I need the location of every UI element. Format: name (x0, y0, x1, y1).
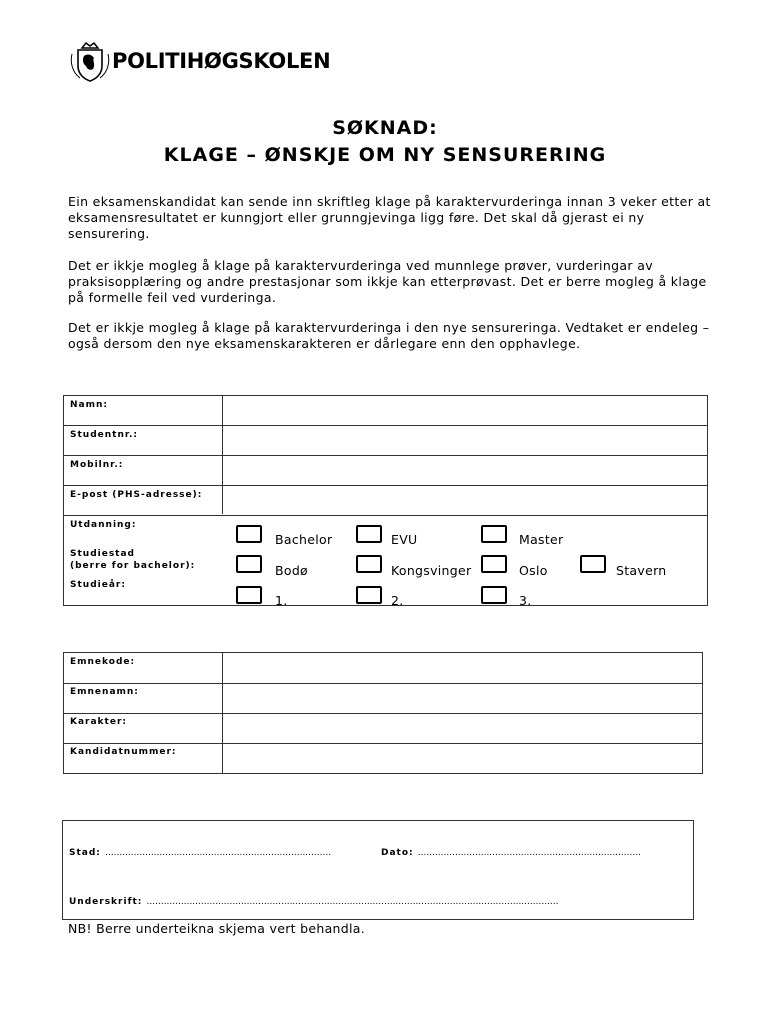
underskrift-field[interactable]: ................................................................................................................................................ (146, 897, 559, 907)
checkbox-stavern[interactable] (580, 555, 606, 573)
emnenamn-field[interactable] (223, 684, 702, 713)
dato-row (381, 848, 641, 858)
underskrift-row (69, 897, 559, 907)
underskrift-label: Underskrift: (69, 897, 143, 907)
stad-label: Stad: (69, 848, 101, 858)
checkbox-bodo[interactable] (236, 555, 262, 573)
studiestad-label-line1: Studiestad (70, 549, 135, 559)
karakter-label: Karakter: (70, 717, 127, 727)
signature-note: NB! Berre underteikna skjema vert behandla. (68, 921, 365, 936)
checkbox-bachelor[interactable] (236, 525, 262, 543)
personal-info-table (63, 395, 708, 606)
epost-label: E-post (PHS-adresse): (70, 490, 203, 500)
option-year-3: 3. (519, 593, 532, 608)
checkbox-year-2[interactable] (356, 586, 382, 604)
checkbox-oslo[interactable] (481, 555, 507, 573)
option-stavern: Stavern (616, 563, 667, 578)
intro-paragraph-1: Ein eksamenskandidat kan sende inn skriftleg klage på karaktervurderinga innan 3 veker etter at eksamensresultatet er kunngjort eller grunngjevinga ligg føre. Det skal då gjerast ei ny sensurering. (68, 194, 711, 241)
option-evu: EVU (391, 532, 418, 547)
kandidatnummer-field[interactable] (223, 744, 702, 773)
option-master: Master (519, 532, 564, 547)
option-kongsvinger: Kongsvinger (391, 563, 472, 578)
checkbox-year-3[interactable] (481, 586, 507, 604)
mobilnr-label: Mobilnr.: (70, 460, 124, 470)
option-bachelor: Bachelor (275, 532, 333, 547)
studiestad-label-line2: (berre for bachelor): (70, 561, 196, 571)
option-year-2: 2. (391, 593, 404, 608)
brand-name: POLITIHØGSKOLEN (112, 49, 331, 73)
emnekode-field[interactable] (223, 653, 702, 683)
studiear-label: Studieår: (70, 580, 126, 590)
epost-field[interactable] (223, 486, 708, 515)
studiestad-label (70, 548, 195, 572)
dato-field[interactable]: .............................................................................. (417, 848, 641, 858)
namn-label: Namn: (70, 400, 108, 410)
namn-field[interactable] (223, 396, 708, 425)
stad-row (69, 848, 331, 858)
dato-label: Dato: (381, 848, 414, 858)
intro-paragraph-2: Det er ikkje mogleg å klage på karaktervurderinga ved munnlege prøver, vurderingar av praksisopplæring og andre prestasjonar som ikkje kan etterprøvast. Det er berre mogleg å klage på formelle feil ved vurderinga. (68, 258, 707, 305)
signature-box (62, 820, 694, 920)
mobilnr-field[interactable] (223, 456, 708, 485)
course-info-table (63, 652, 703, 774)
coat-of-arms-icon (68, 40, 112, 84)
option-bodo: Bodø (275, 563, 309, 578)
option-year-1: 1. (275, 593, 288, 608)
intro-paragraph-3: Det er ikkje mogleg å klage på karaktervurderinga i den nye sensureringa. Vedtaket er endeleg – også dersom den nye eksamenskarakteren er dårlegare enn den opphavlege. (68, 320, 710, 351)
emnekode-label: Emnekode: (70, 657, 136, 667)
stad-field[interactable]: ............................................................................... (105, 848, 332, 858)
studentnr-label: Studentnr.: (70, 430, 139, 440)
studentnr-field[interactable] (223, 426, 708, 455)
kandidatnummer-label: Kandidatnummer: (70, 747, 177, 757)
form-subtitle: KLAGE – ØNSKJE OM NY SENSURERING (163, 144, 607, 166)
checkbox-evu[interactable] (356, 525, 382, 543)
emnenamn-label: Emnenamn: (70, 687, 139, 697)
utdanning-label: Utdanning: (70, 520, 137, 530)
form-title: SØKNAD: (332, 117, 438, 139)
checkbox-year-1[interactable] (236, 586, 262, 604)
checkbox-master[interactable] (481, 525, 507, 543)
checkbox-kongsvinger[interactable] (356, 555, 382, 573)
option-oslo: Oslo (519, 563, 548, 578)
karakter-field[interactable] (223, 714, 702, 743)
